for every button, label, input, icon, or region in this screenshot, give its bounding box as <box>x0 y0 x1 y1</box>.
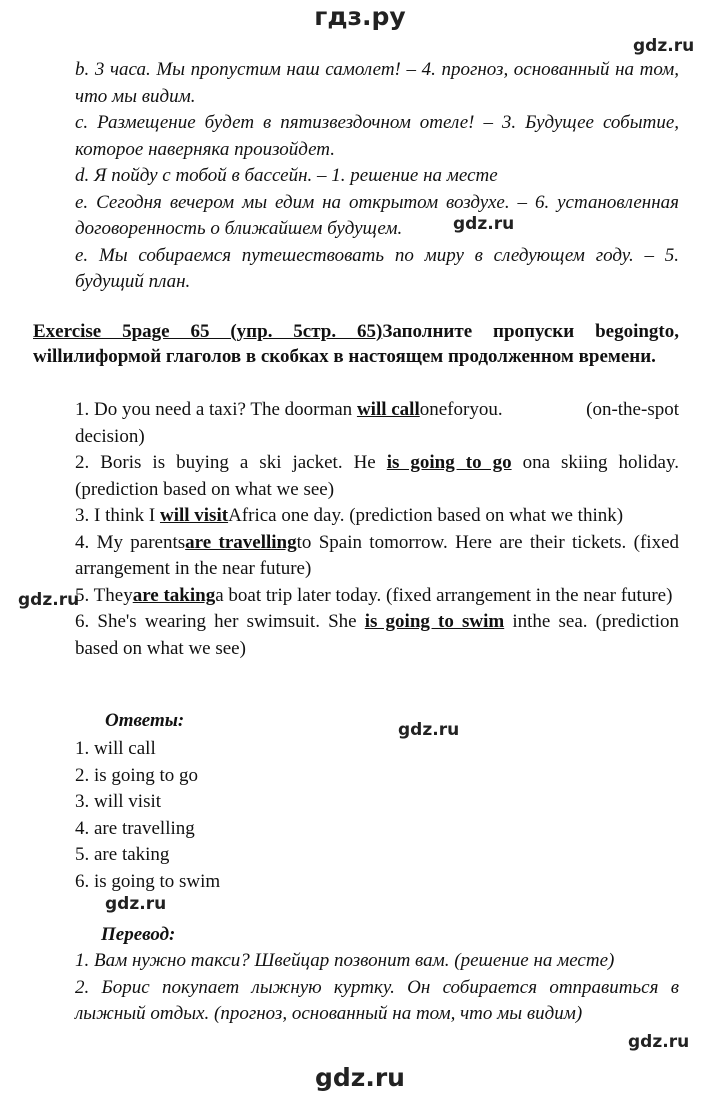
answer-blank-2: is going to go <box>386 452 512 473</box>
exercise-item-2: 2. Boris is buying a ski jacket. He is going to go ona skiing holiday. (prediction based on what we see) <box>75 452 679 500</box>
watermark-bottom-right: gdz.ru <box>628 1032 690 1052</box>
translation-line-1: 1. Вам нужно такси? Швейцар позвонит вам. (решение на месте) <box>75 950 615 971</box>
watermark-footer: gdz.ru <box>315 1063 405 1092</box>
match-d: d. Я пойду с тобой в бассейн. – 1. решение на месте <box>75 165 498 186</box>
match-b: b. 3 часа. Мы пропустим наш самолет! – 4. прогноз, основанный на том, что мы видим. <box>75 59 680 107</box>
exercise-items <box>75 397 679 662</box>
answer-item-3: 3. will visit <box>75 791 162 812</box>
answer-item-5: 5. are taking <box>75 844 170 865</box>
answer-item-6: 6. is going to swim <box>75 870 221 892</box>
watermark-mid: gdz.ru <box>453 214 515 234</box>
watermark-top-right: gdz.ru <box>633 36 695 56</box>
item-1-note: (on-the-spot <box>586 399 679 420</box>
previous-matches <box>75 57 679 296</box>
watermark-top-center: гдз.ру <box>314 2 406 31</box>
translation-line-2a: 2. Борис покупает лыжную куртку. Он собирается отправиться в <box>75 976 679 998</box>
translation-text <box>75 948 679 1028</box>
answer-blank-4: are travelling <box>185 531 297 553</box>
translation-line-2b: лыжный отдых. (прогноз, основанный на том, что мы видим) <box>75 1003 583 1024</box>
exercise-heading <box>33 319 679 369</box>
answer-item-1: 1. will call <box>75 738 156 759</box>
watermark-after-answers: gdz.ru <box>105 894 167 914</box>
answer-blank-3: will visit <box>159 505 229 526</box>
translation-heading: Перевод: <box>101 924 176 945</box>
answer-item-2: 2. is going to go <box>75 764 198 786</box>
answer-item-4: 4. are travelling <box>75 817 195 839</box>
answer-blank-6: is going to swim <box>364 611 505 632</box>
match-c: c. Размещение будет в пятизвездочном отеле! – 3. Будущее событие, которое наверняка произойдет. <box>75 112 679 160</box>
exercise-item-6: 6. She's wearing her swimsuit. She is going to swim inthe sea. (prediction based on what we see) <box>75 611 679 659</box>
match-e-1: e. Сегодня вечером мы едим на открытом воздухе. – 6. установленная договоренность о ближайшем будущем. <box>75 191 679 239</box>
exercise-item-1: 1. Do you need a taxi? The doorman will calloneforyou. (on-the-spot decision) <box>75 399 679 447</box>
watermark-answers-side: gdz.ru <box>398 720 460 740</box>
exercise-item-4: 4. My parentsare travellingto Spain tomorrow. Here are their tickets. (fixed arrangement in the near future) <box>75 531 680 579</box>
match-e-2: e. Мы собираемся путешествовать по миру в следующем году. – 5. будущий план. <box>75 244 679 292</box>
exercise-instructions: Заполните пропуски begoingto, willилиформой глаголов в скобках в настоящем продолженном времени. <box>33 321 679 367</box>
exercise-item-3: 3. I think I will visitAfrica one day. (prediction based on what we think) <box>75 505 624 526</box>
exercise-item-5: 5. Theyare takinga boat trip later today. (fixed arrangement in the near future) <box>75 584 673 606</box>
answers-list <box>75 736 220 895</box>
answers-heading: Ответы: <box>105 710 185 731</box>
watermark-left-margin: gdz.ru <box>18 590 80 610</box>
answer-blank-1: will call <box>356 399 420 420</box>
answer-blank-5: are taking <box>132 584 216 606</box>
exercise-title: Exercise 5page 65 (упр. 5стр. 65) <box>33 321 383 342</box>
